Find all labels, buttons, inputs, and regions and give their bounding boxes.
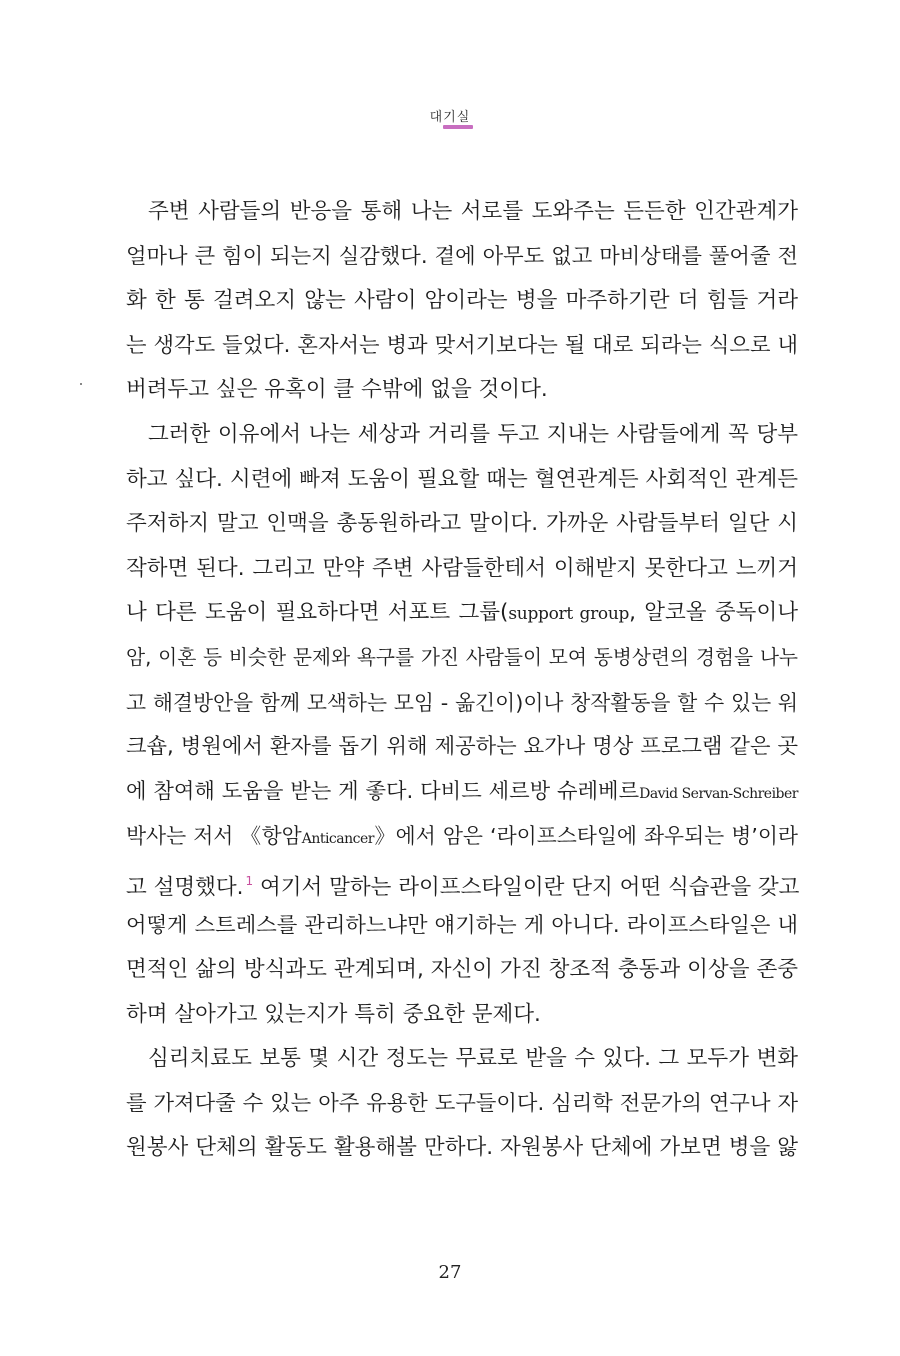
text-line: 크숍, 병원에서 환자를 돕기 위해 제공하는 요가나 명상 프로그램 같은 곳 — [126, 734, 798, 760]
paragraph-3 — [126, 1037, 798, 1171]
text-line: 는 생각도 들었다. 혼자서는 병과 맞서기보다는 될 대로 되라는 식으로 내 — [126, 332, 798, 358]
text-line: 화 한 통 걸려오지 않는 사람이 암이라는 병을 마주하기란 더 힘들 거라 — [126, 288, 798, 314]
text-segment: , 알코올 중독이나 — [629, 600, 798, 626]
latin-term: support group — [508, 604, 630, 625]
paragraph-1 — [126, 190, 798, 413]
text-line: 얼마나 큰 힘이 되는지 실감했다. 곁에 아무도 없고 마비상태를 풀어줄 전 — [126, 243, 798, 269]
text-line: 면적인 삶의 방식과도 관계되며, 자신이 가진 창조적 충동과 이상을 존중 — [126, 957, 798, 983]
text-line: 주변 사람들의 반응을 통해 나는 서로를 도와주는 든든한 인간관계가 — [148, 199, 798, 224]
footnote-reference[interactable]: 1 — [245, 873, 254, 888]
text-line: 하며 살아가고 있는지가 특히 중요한 문제다. — [126, 1001, 541, 1027]
book-title-latin: Anticancer — [301, 831, 374, 848]
text-line: 암, 이혼 등 비슷한 문제와 욕구를 가진 사람들이 모여 동병상련의 경험을 나누 — [126, 645, 798, 669]
text-segment: 나 다른 도움이 필요하다면 서포트 그룹( — [126, 600, 509, 626]
text-line-mixed — [126, 591, 798, 636]
text-line: 주저하지 말고 인맥을 총동원하라고 말이다. 가까운 사람들부터 일단 시 — [126, 511, 798, 537]
text-line: 버려두고 싶은 유혹이 클 수밖에 없을 것이다. — [126, 377, 548, 403]
text-segment: 박사는 저서 《항암 — [126, 824, 302, 849]
header-accent-rule — [443, 125, 473, 129]
text-line: 작하면 된다. 그리고 만약 주변 사람들한테서 이해받지 못한다고 느끼거 — [126, 555, 798, 581]
text-line: 고 해결방안을 함께 모색하는 모임 - 옮긴이)이나 창작활동을 할 수 있는 워 — [126, 690, 798, 715]
text-line: 어떻게 스트레스를 관리하느냐만 얘기하는 게 아니다. 라이프스타일은 내 — [126, 912, 798, 938]
text-segment: 고 설명했다. — [126, 874, 244, 900]
margin-speck — [80, 383, 82, 385]
text-line-mixed — [126, 814, 798, 859]
text-segment: 여기서 말하는 라이프스타일이란 단지 어떤 식습관을 갖고 — [253, 874, 800, 900]
text-line: 원봉사 단체의 활동도 활용해볼 만하다. 자원봉사 단체에 가보면 병을 앓 — [126, 1135, 798, 1161]
text-line: 그러한 이유에서 나는 세상과 거리를 두고 지내는 사람들에게 꼭 당부 — [148, 421, 798, 447]
page-number: 27 — [438, 1262, 462, 1283]
paragraph-2 — [126, 413, 798, 1037]
body-text — [126, 190, 798, 1171]
text-line-mixed — [126, 859, 798, 904]
text-segment: 》에서 암은 ‘라이프스타일에 좌우되는 병’이라 — [373, 824, 798, 849]
text-line: 심리치료도 보통 몇 시간 정도는 무료로 받을 수 있다. 그 모두가 변화 — [148, 1046, 798, 1072]
author-name-latin: David Servan-Schreiber — [639, 785, 798, 802]
text-line: 를 가져다줄 수 있는 아주 유용한 도구들이다. 심리학 전문가의 연구나 자 — [126, 1090, 798, 1116]
text-line-mixed — [126, 770, 798, 815]
running-header-title: 대기실 — [429, 110, 471, 125]
text-segment: 에 참여해 도움을 받는 게 좋다. 다비드 세르방 슈레베르 — [126, 778, 640, 804]
text-line: 하고 싶다. 시련에 빠져 도움이 필요할 때는 혈연관계든 사회적인 관계든 — [126, 466, 798, 492]
